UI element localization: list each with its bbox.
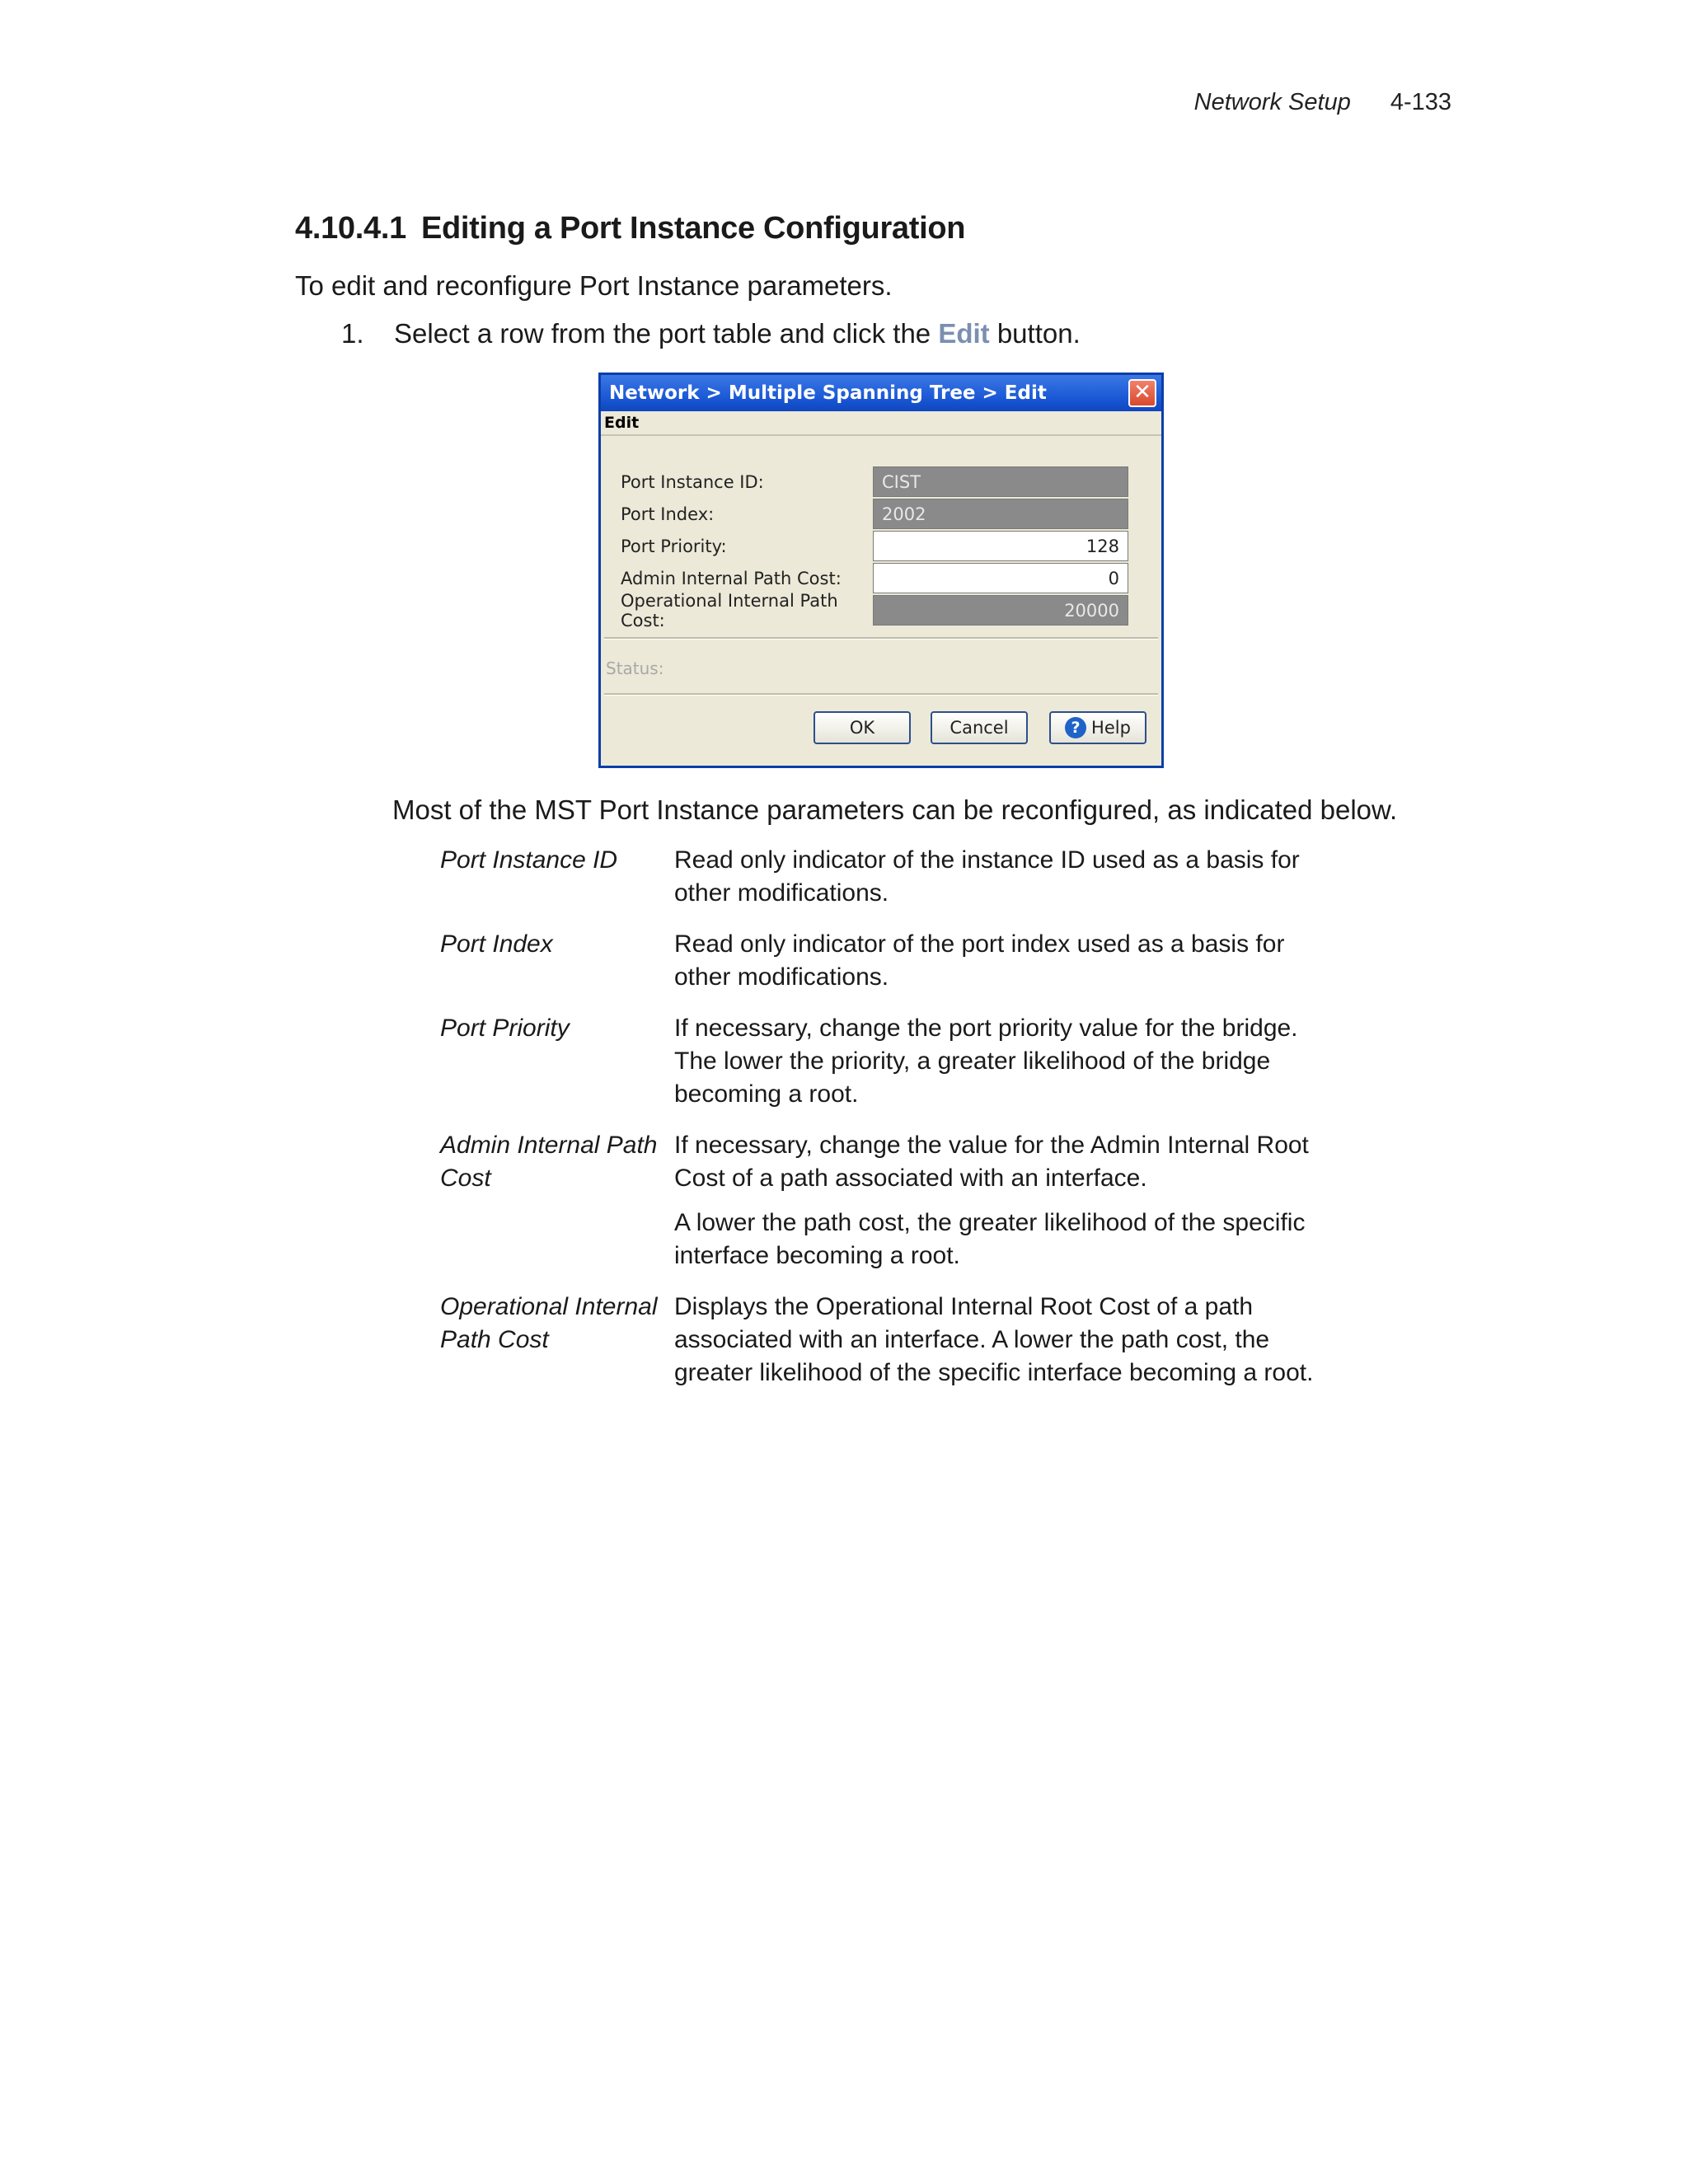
operational-internal-path-cost-label: Operational Internal Path Cost: — [621, 590, 838, 630]
parameter-description — [674, 928, 1339, 994]
port-instance-id-label: Port Instance ID: — [621, 471, 764, 492]
edit-dialog — [598, 373, 1164, 768]
parameter-name: Admin Internal Path Cost — [440, 1132, 658, 1192]
help-button[interactable] — [1049, 711, 1146, 744]
port-priority-input[interactable]: 128 — [873, 531, 1128, 561]
port-instance-id-field: CIST — [873, 466, 1128, 497]
close-icon[interactable]: ✕ — [1128, 379, 1156, 407]
step-1 — [341, 318, 1081, 349]
edit-tab-label: Edit — [601, 411, 1161, 436]
field-row-port-instance-id — [609, 466, 1143, 498]
step-number: 1. — [341, 318, 364, 349]
section-number: 4.10.4.1 — [295, 211, 406, 246]
port-index-field: 2002 — [873, 499, 1128, 529]
admin-internal-path-cost-input[interactable]: 0 — [873, 563, 1128, 593]
parameter-description — [674, 844, 1339, 910]
operational-internal-path-cost-field: 20000 — [873, 595, 1128, 626]
header-section: Network Setup — [1193, 89, 1351, 115]
intro-text: To edit and reconfigure Port Instance parameters. — [295, 270, 893, 301]
parameter-name: Operational Internal Path Cost — [440, 1293, 658, 1353]
admin-internal-path-cost-label: Admin Internal Path Cost: — [621, 568, 842, 588]
parameters-intro: Most of the MST Port Instance parameters can be reconfigured, as indicated below. — [392, 794, 1398, 825]
step-text-before: Select a row from the port table and click the — [394, 318, 939, 349]
field-row-port-priority — [609, 530, 1143, 562]
dialog-titlebar — [601, 375, 1161, 411]
field-row-admin-internal-path-cost — [609, 562, 1143, 594]
help-icon: ? — [1065, 717, 1086, 738]
parameter-row — [440, 1012, 1339, 1111]
field-row-port-index — [609, 498, 1143, 530]
parameter-name: Port Instance ID — [440, 846, 618, 874]
edit-keyword: Edit — [938, 318, 990, 349]
help-button-label: Help — [1091, 718, 1131, 738]
parameter-row — [440, 1291, 1339, 1390]
port-priority-label: Port Priority: — [621, 536, 727, 556]
parameter-row — [440, 1129, 1339, 1272]
parameter-description-text: Displays the Operational Internal Root Cost of a path associated with an interface. A lower the path cost, the greater likelihood of the specific interface becoming a root. — [674, 1293, 1314, 1386]
parameter-description — [674, 1291, 1339, 1390]
parameter-description-text: Read only indicator of the instance ID used as a basis for other modifications. — [674, 846, 1300, 907]
parameter-description — [674, 1012, 1339, 1111]
parameter-name: Port Priority — [440, 1015, 570, 1042]
step-text — [394, 318, 1081, 349]
cancel-button[interactable] — [931, 711, 1028, 744]
step-text-after: button. — [989, 318, 1081, 349]
section-heading — [295, 211, 965, 246]
parameter-name: Port Index — [440, 930, 553, 958]
divider — [604, 693, 1158, 696]
section-title: Editing a Port Instance Configuration — [420, 211, 966, 246]
parameter-description-text: A lower the path cost, the greater likelihood of the specific interface becoming a root. — [674, 1209, 1306, 1269]
port-index-label: Port Index: — [621, 504, 715, 524]
parameter-row — [440, 844, 1339, 910]
field-list — [609, 466, 1143, 630]
parameter-description — [674, 1129, 1339, 1272]
running-header — [1194, 89, 1451, 116]
ok-button[interactable] — [814, 711, 911, 744]
cancel-button-label: Cancel — [950, 718, 1009, 738]
status-label: Status: — [606, 658, 664, 678]
ok-button-label: OK — [849, 718, 875, 738]
field-row-operational-internal-path-cost — [609, 590, 1143, 630]
dialog-title: Network > Multiple Spanning Tree > Edit — [609, 382, 1047, 404]
parameter-description-text: Read only indicator of the port index used as a basis for other modifications. — [674, 930, 1285, 991]
divider — [604, 637, 1158, 640]
parameter-row — [440, 928, 1339, 994]
parameter-list — [440, 844, 1339, 1408]
page-number: 4-133 — [1390, 89, 1451, 115]
parameter-description-text: If necessary, change the value for the Admin Internal Root Cost of a path associated with an interface. — [674, 1132, 1309, 1192]
parameter-description-text: If necessary, change the port priority value for the bridge. The lower the priority, a greater likelihood of the bridge becoming a root. — [674, 1015, 1298, 1108]
